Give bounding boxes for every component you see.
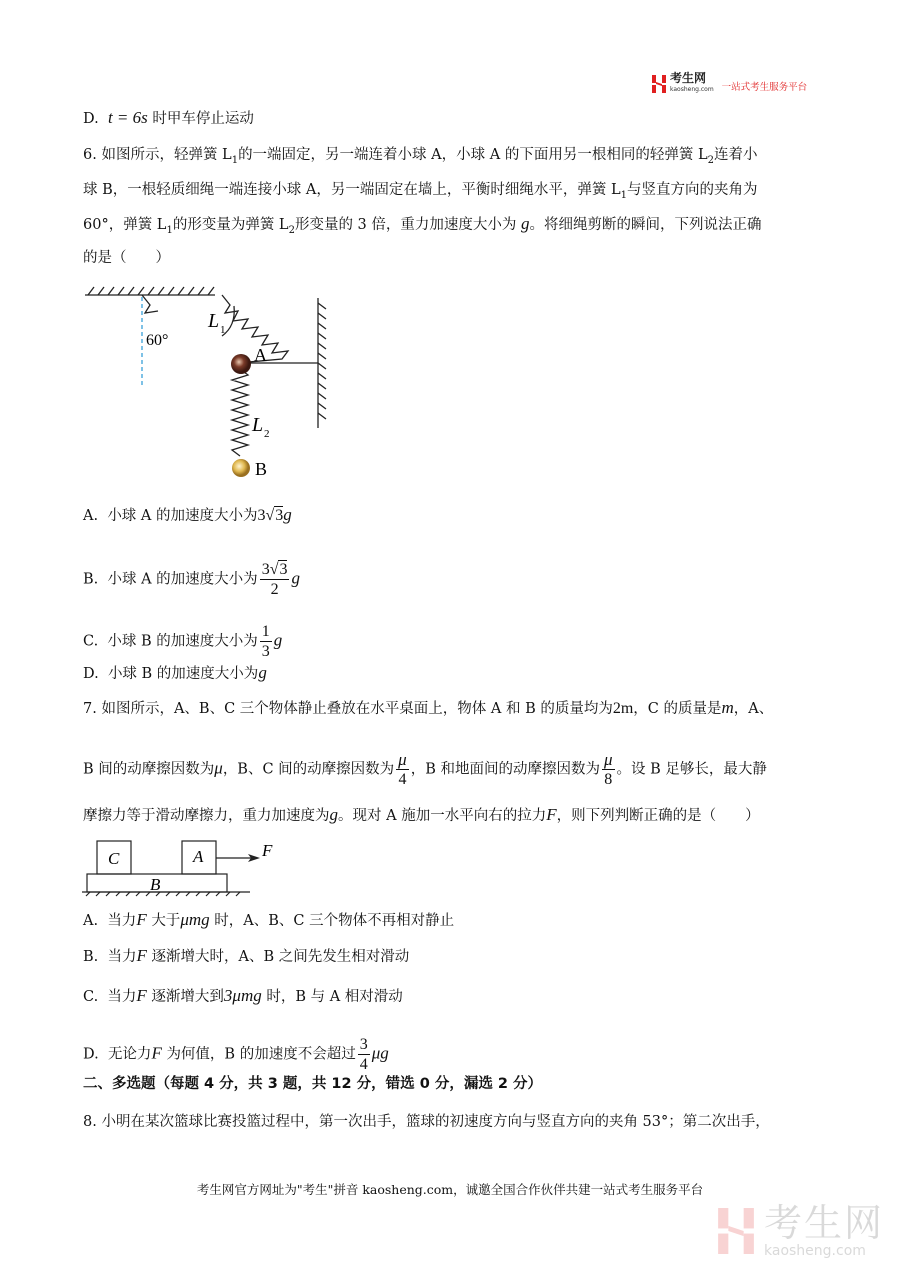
q6-option-c[interactable]: C. 小球 B 的加速度大小为 $\frac{1}{3}$ g	[83, 623, 283, 660]
q6-option-a[interactable]: A. 小球 A 的加速度大小为3√3g	[83, 505, 292, 524]
kaosheng-watermark	[716, 1203, 884, 1259]
logo-brand-cn: 考生网	[670, 71, 707, 85]
q6-stem-line: 球 B，一根轻质细绳一端连接小球 A，另一端固定在墙上，平衡时细绳水平，弹簧 $L_1$与竖直方向的夹角为	[83, 182, 758, 201]
q7-option-c[interactable]: C. 当力F 逐渐增大到3μmg 时，B 与 A 相对滑动	[83, 986, 403, 1005]
q8-stem-line: 8. 小明在某次篮球比赛投篮过程中，第一次出手，篮球的初速度方向与竖直方向的夹角 53°；第二次出手，	[83, 1114, 770, 1130]
spring-l2-sub: 2	[264, 428, 270, 440]
ball-a-label: A	[254, 345, 267, 365]
spring-l1-label: L	[208, 310, 220, 332]
spring-ball-diagram	[80, 283, 340, 483]
q6-stem-line: 6. 如图所示，轻弹簧 $L_1$的一端固定，另一端连着小球 A，小球 A 的下面用另一根相同的轻弹簧 $L_2$连着小	[83, 147, 758, 166]
option-label: D.	[83, 111, 99, 127]
q5-option-d[interactable]	[83, 108, 254, 129]
logo-slogan: 一站式考生服务平台	[721, 82, 808, 93]
block-b-label: B	[150, 875, 161, 894]
q7-option-b[interactable]: B. 当力F 逐渐增大时，A、B 之间先发生相对滑动	[83, 946, 410, 965]
q7-stem-line: 摩擦力等于滑动摩擦力，重力加速度为g。现对 A 施加一水平向右的拉力F，则下列判断正确的是（ ）	[83, 805, 760, 824]
math-expression: t = 6s	[107, 108, 148, 127]
watermark-cn: 考生网	[764, 1201, 885, 1245]
spring-l2-label: L	[252, 414, 264, 436]
block-a-label: A	[193, 847, 204, 866]
logo-brand-en: kaosheng.com	[670, 86, 714, 93]
kaosheng-logo	[652, 73, 807, 95]
q6-stem-line: 60°，弹簧 $L_1$的形变量为弹簧 $L_2$形变量的 3 倍，重力加速度大小为 g。将细绳剪断的瞬间，下列说法正确	[83, 214, 762, 236]
watermark-en: kaosheng.com	[764, 1243, 866, 1259]
watermark-logo-icon	[716, 1208, 756, 1254]
logo-mark-icon	[652, 75, 666, 93]
q7-option-a[interactable]: A. 当力F 大于μmg 时，A、B、C 三个物体不再相对静止	[83, 910, 455, 929]
force-label: F	[262, 841, 273, 860]
q7-stem-line: B 间的动摩擦因数为μ，B、C 间的动摩擦因数为 $\frac{\mu}{4}$ ，B 和地面间的动摩擦因数为 $\frac{\mu}{8}$ 。设 B 足够长，最大静	[83, 750, 767, 788]
q7-stem-line: 7. 如图所示，A、B、C 三个物体静止叠放在水平桌面上，物体 A 和 B 的质量均为2m，C 的质量是m，A、	[83, 698, 774, 717]
ball-b-label: B	[255, 459, 268, 479]
q6-option-d[interactable]: D. 小球 B 的加速度大小为g	[83, 663, 267, 682]
option-text: 时甲车停止运动	[152, 111, 254, 127]
angle-label: 60°	[146, 332, 169, 349]
footer-text: 考生网官方网址为"考生"拼音 kaosheng.com，诚邀全国合作伙伴共建一站式考生服务平台	[196, 1182, 704, 1197]
ball-b	[232, 459, 250, 477]
blocks-diagram	[80, 838, 290, 898]
q7-option-d[interactable]: D. 无论力F 为何值，B 的加速度不会超过 $\frac{3}{4}$ μg	[83, 1036, 389, 1073]
q6-option-b[interactable]: B. 小球 A 的加速度大小为 $\frac{3√3}{2}$ g	[83, 561, 300, 598]
q6-stem-line: 的是（ ）	[83, 250, 170, 266]
section-heading-multiple-choice: 二、多选题（每题 4 分，共 3 题，共 12 分，错选 0 分，漏选 2 分）	[83, 1076, 543, 1092]
ball-a	[231, 354, 251, 374]
spring-l1-sub: 1	[220, 324, 226, 336]
block-c-label: C	[108, 849, 120, 868]
